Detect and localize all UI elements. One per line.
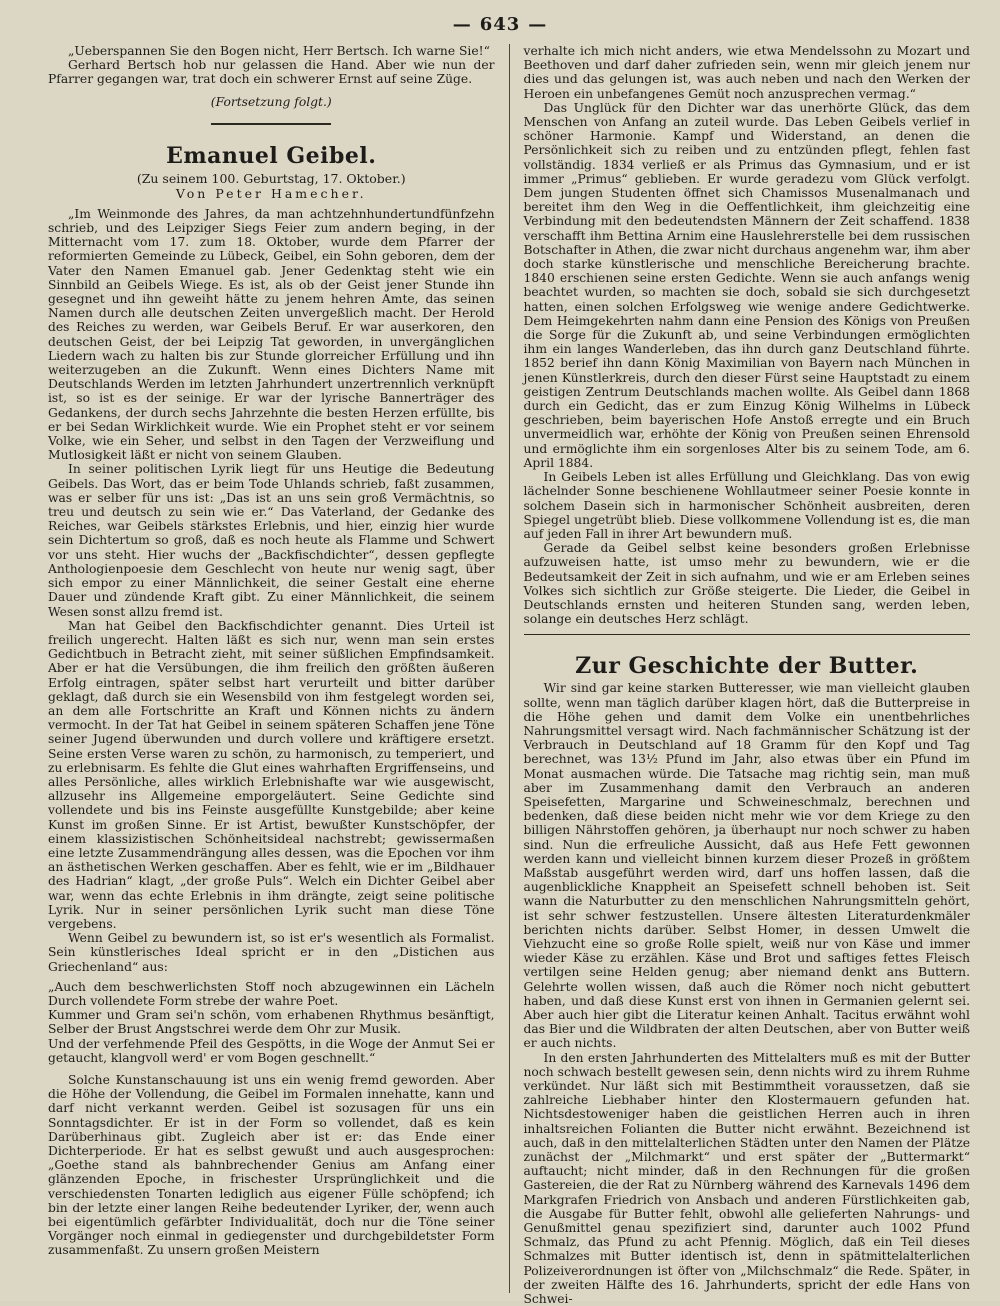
article-continuation: verhalte ich mich nicht anders, wie etwa Mendelssohn zu Mozart und Beethoven und darf daher zufrieden sein, wenn mir gleich jenem nur dies und das gelungen ist, was auch neben und nach den Werken der Heroen ein unbefangenes Gemüt noch anzusprechen vermag.“ (523, 44, 970, 101)
column-rule (509, 44, 510, 1293)
article-paragraph: In Geibels Leben ist alles Erfüllung und Gleichklang. Das von ewig lächelnder Sonne beschienene Wohllautmeer seiner Poesie konnte in solchem Dasein sich in harmonischer Schönheit ausbreiten, deren Spiegel ungetrübt blieb. Diese vollkommene Vollendung ist es, die man auf jeden Fall in ihrer Art bewundern muß. (523, 470, 970, 541)
poem-stanza: Und der verfehmende Pfeil des Gespötts, in die Woge der Anmut Sei er getaucht, klangvoll werd' er vom Bogen geschnellt.“ (48, 1036, 495, 1065)
poem-stanza: Kummer und Gram sei'n schön, vom erhabenen Rhythmus besänftigt, Selber der Brust Angstschrei werde dem Ohr zur Musik. (48, 1008, 495, 1037)
text-columns (48, 44, 970, 1306)
poem-stanza: „Auch dem beschwerlichsten Stoff noch abzugewinnen ein Lächeln Durch vollendete Form strebe der wahre Poet. (48, 979, 495, 1008)
page-number-dash-left: — (452, 14, 472, 35)
serial-paragraph: Gerhard Bertsch hob nur gelassen die Hand. Aber wie nun der Pfarrer gegangen war, trat doch ein schwerer Ernst auf seine Züge. (48, 58, 495, 87)
article2-paragraph: In den ersten Jahrhunderten des Mittelalters muß es mit der Butter noch schwach bestellt gewesen sein, denn nichts wird zu ihrem Ruhme verkündet. Nur läßt sich mit Bestimmtheit voraussetzen, daß sie zahlreiche Liebhaber hinter den Klostermauern gefunden hat. Nichtsdestoweniger haben die geistlichen Herren auch in ihren inhaltsreichen Folianten die Butter nicht erwähnt. Bezeichnend ist auch, daß in den mittelalterlichen Städten unter den Namen der Plätze zunächst der „Milchmarkt“ und erst später der „Buttermarkt“ auftaucht; nicht minder, daß in den Rechnungen für die großen Gastereien, die der Rat zu Nürnberg während des Karnevals 1496 dem Markgrafen Friedrich von Ansbach und anderen Fürstlichkeiten gab, die Ausgabe für Butter fehlt, obwohl alle gelieferten Nahrungs- und Genußmittel genau spezifiziert sind, darunter auch 1002 Pfund Schmalz, das Pfund zu acht Pfennig. Möglich, daß ein Teil dieses Schmalzes mit Butter identisch ist, denn in spätmittelalterlichen Polizeiverordnungen ist öfter von „Milchschmalz“ die Rede. Später, in der zweiten Hälfte des 16. Jahrhunderts, spricht der edle Hans von Schwei- (523, 1050, 970, 1306)
page-number-dash-right: — (528, 14, 548, 35)
article-paragraph: „Im Weinmonde des Jahres, da man achtzehnhundertundfünfzehn schrieb, und des Leipziger Siegs Feier zum andern beging, in der Mitternacht vom 17. zum 18. Oktober, wurde dem Pfarrer der reformierten Gemeinde zu Lübeck, Geibel, ein Sohn geboren, dem der Vater den Namen Emanuel gab. Jener Gedenktag steht wie ein Sinnbild an Geibels Wiege. Es ist, als ob der Geist jener Stunde ihn gesegnet und ihn geweiht hätte zu jenem hehren Amte, das seinen Namen durch alle deutschen Zeiten unvergeßlich macht. Der Herold des Reiches zu werden, war Geibels Beruf. Er war auserkoren, den deutschen Geist, der bei Leipzig Tat geworden, in unvergänglichen Liedern wach zu halten bis zur Stunde glorreicher Erfüllung und ihn weiterzugeben an die Zukunft. Wenn eines Dichters Name mit Deutschlands Werden im letzten Jahrhundert unzertrennlich verknüpft ist, so ist es der seinige. Er war der lyrische Bannerträger des Gedankens, der durch sechs Jahrzehnte die besten Herzen erfüllte, bis er bei Sedan Wirklichkeit wurde. Wie ein Prophet steht er vor seinem Volke, wie ein Seher, und selbst in den Tagen der Verzweiflung und Mutlosigkeit läßt er nicht von seinem Glauben. (48, 206, 495, 463)
left-column (48, 44, 495, 1293)
page-number-value: 643 (479, 14, 521, 35)
section-divider (524, 634, 971, 635)
article2-title: Zur Geschichte der Butter. (575, 653, 919, 680)
article-title: Emanuel Geibel. (166, 142, 377, 169)
page-number (0, 14, 1000, 35)
article-paragraph: In seiner politischen Lyrik liegt für uns Heutige die Bedeutung Geibels. Das Wort, das er beim Tode Uhlands schrieb, faßt zusammen, was er selber für uns ist: „Das ist an uns sein groß Vermächtnis, so treu und deutsch zu sein wie er.“ Das Vaterland, der Gedanke des Reiches, war Geibels stärkstes Erlebnis, und hier, einzig hier wurde sein Dichtertum so groß, daß es noch heute als Flamme und Schwert vor uns steht. Hier wuchs der „Backfischdichter“, dessen gepflegte Anthologienpoesie dem Geschlecht von heute nur wenig sagt, über sich empor zu einer Männlichkeit, die seiner Gestalt eine eherne Dauer und zündende Kraft gibt. Zu einer Männlichkeit, die seinem Wesen sonst allzu fremd ist. (48, 462, 495, 619)
continued-note: (Fortsetzung folgt.) (210, 94, 332, 109)
article-author: Von Peter Hamecher. (175, 185, 367, 201)
article-paragraph: Solche Kunstanschauung ist uns ein wenig fremd geworden. Aber die Höhe der Vollendung, die Geibel im Formalen innehatte, kann und darf nicht verkannt werden. Geibel ist sozusagen für uns ein Sonntagsdichter. Er ist in der Form so vollendet, daß es kein Darüberhinaus gibt. Zugleich aber ist er: das Ende einer Dichterperiode. Er hat es selbst gewußt und auch ausgesprochen: „Goethe stand als bahnbrechender Genius am Anfang einer glänzenden Epoche, in frischester Ursprünglichkeit und die verschiedensten Tonarten lediglich aus eigener Fülle schöpfend; ich bin der letzte einer langen Reihe bedeutender Lyriker, der, wenn auch bei eigentümlich gefärbter Individualität, doch nur die Töne seiner Vorgänger noch einmal in gediegenster und durchgebildetster Form zusammenfaßt. Zu unsern großen Meistern (48, 1073, 495, 1258)
article2-paragraph: Wir sind gar keine starken Butteresser, wie man vielleicht glauben sollte, wenn man täglich darüber klagen hört, daß die Butterpreise in die Höhe gehen und damit dem Volke ein unentbehrliches Nahrungsmittel versagt wird. Nach fachmännischer Schätzung ist der Verbrauch in Deutschland auf 18 Gramm für den Kopf und Tag berechnet, was 13½ Pfund im Jahr, also etwas über ein Pfund im Monat ausmachen würde. Die Tatsache mag richtig sein, man muß aber im Zusammenhang damit den Verbrauch an anderen Speisefetten, Margarine und Schweineschmalz, berechnen und bedenken, daß diese beiden nicht mehr wie vor dem Kriege zu den billigen Nährstoffen gehören, ja überhaupt nur noch schwer zu haben sind. Nun die erfreuliche Aussicht, daß aus Hefe Fett gewonnen werden kann und vielleicht binnen kurzem dieser Prozeß in größtem Maßstab ausgeführt werden wird, darf uns hoffen lassen, daß die augenblickliche Knappheit an Speisefett schnell behoben ist. Seit wann die Naturbutter zu den menschlichen Nahrungsmitteln gehört, ist sehr schwer festzustellen. Unsere ältesten Literaturdenkmäler berichten nichts darüber. Selbst Homer, in dessen Umwelt die Viehzucht eine so große Rolle spielt, weiß nur von Käse und immer wieder Käse zu erzählen. Käse und Brot und saftiges fettes Fleisch vertilgen seine Helden genug; aber niemand denkt ans Buttern. Gelehrte wollen wissen, daß auch die Römer noch nicht gebuttert haben, und daß diese Kunst erst von ihnen in Germanien gelernt sei. Aber auch hier gibt die Literatur keinen Anhalt. Tacitus erwähnt wohl das Bier und die Wildbraten der alten Deutschen, aber von Butter weiß er auch nichts. (523, 681, 970, 1051)
article-paragraph: Man hat Geibel den Backfischdichter genannt. Dies Urteil ist freilich ungerecht. Halten läßt es sich nur, wenn man sein erstes Gedichtbuch in Betracht zieht, mit seiner süßlichen Empfindsamkeit. Aber er hat die Versübungen, die ihm freilich den größten äußeren Erfolg eintragen, später selbst hart verurteilt und bitter darüber geklagt, daß durch sie ein Wesensbild von ihm festgelegt worden sei, an dem alle Fortschritte an Kraft und Können nichts zu ändern vermocht. In der Tat hat Geibel in seinem späteren Schaffen jene Töne seiner Jugend überwunden und durch vollere und kräftigere ersetzt. Seine ersten Verse waren zu schön, zu harmonisch, zu temperiert, und zu erlebnisarm. Es fehlte die Glut eines wahrhaften Ergriffenseins, und alles Persönliche, alles wirklich Erlebnishafte war wie ausgewischt, allzusehr ins Allgemeine emporgeläutert. Seine Gedichte sind vollendete und bis ins Feinste ausgefüllte Kunstgebilde; aber keine Kunst im großen Sinne. Er ist Artist, bewußter Kunstschöpfer, der einem klassizistischen Schönheitsideal nachstrebt; gewissermaßen eine letzte Zusammendrängung alles dessen, was die Epochen vor ihm an ästhetischen Werken geschaffen. Aber es fehlt, wie er im „Bildhauer des Hadrian“ klagt, „der große Puls“. Welch ein Dichter Geibel aber war, wenn das echte Erlebnis in ihm drängte, zeigt seine politische Lyrik. Nur in seiner persönlichen Lyrik sucht man diese Töne vergebens. (48, 618, 495, 931)
serial-paragraph: „Ueberspannen Sie den Bogen nicht, Herr Bertsch. Ich warne Sie!“ (68, 44, 490, 58)
article-subtitle: (Zu seinem 100. Geburtstag, 17. Oktober.) (136, 170, 406, 186)
right-column (523, 44, 971, 1306)
article-paragraph: Das Unglück für den Dichter war das unerhörte Glück, das dem Menschen von Anfang an zuteil wurde. Das Leben Geibels verlief in schöner Harmonie. Kampf und Widerstand, an denen die Persönlichkeit sich zu reiben und zu entzünden pflegt, fehlen fast vollständig. 1834 verließ er als Primus das Gymnasium, und er ist immer „Primus“ geblieben. Er wurde geradezu vom Glück verfolgt. Dem jungen Studenten öffnet sich Chamissos Musenalmanach und bereitet ihm den Weg in die Oeffentlichkeit, ihm gleichzeitig eine Verbindung mit den bedeutendsten Männern der Zeit schaffend. 1838 verschafft ihm Bettina Arnim eine Hauslehrerstelle bei dem russischen Botschafter in Athen, die zwar nicht durchaus angenehm war, ihm aber doch starke künstlerische und menschliche Bereicherung brachte. 1840 erschienen seine ersten Gedichte. Wenn sie auch anfangs wenig beachtet wurden, so machten sie doch, sobald sie sich durchgesetzt hatten, einen solchen Erfolgsweg wie wenige andere Gedichtwerke. Dem Heimgekehrten nahm dann eine Pension des Königs von Preußen die Sorge für die Zukunft ab, und seine Verbindungen ermöglichten ihm ein langes Wanderleben, das ihn durch ganz Deutschland führte. 1852 berief ihn dann König Maximilian von Bayern nach München in jenen Künstlerkreis, durch den dieser Fürst seine Hauptstadt zu einem geistigen Zentrum Deutschlands machen wollte. Als Geibel dann 1868 durch ein Gedicht, das er zum Einzug König Wilhelms in Lübeck geschrieben, beim bayerischen Hofe Anstoß erregte und ein Bruch unvermeidlich war, erhöhte der König von Preußen seinen Ehrensold und ermöglichte ihm ein sorgenloses Alter bis zu seinem Tode, am 6. April 1884. (523, 100, 970, 470)
article-paragraph: Wenn Geibel zu bewundern ist, so ist er's wesentlich als Formalist. Sein künstlerisches Ideal spricht er in den „Distichen aus Griechenland“ aus: (48, 931, 495, 974)
article-paragraph: Gerade da Geibel selbst keine besonders großen Erlebnisse aufzuweisen hatte, ist umso mehr zu bewundern, wie er die Bedeutsamkeit der Zeit in sich aufnahm, und wie er am Erleben seines Volkes sich sichtlich zur Größe steigerte. Die Lieder, die Geibel in Deutschlands ernsten und heiteren Stunden sang, werden leben, solange ein deutsches Herz schlägt. (523, 541, 970, 627)
poem-quote (48, 980, 495, 1065)
section-divider (211, 123, 331, 125)
